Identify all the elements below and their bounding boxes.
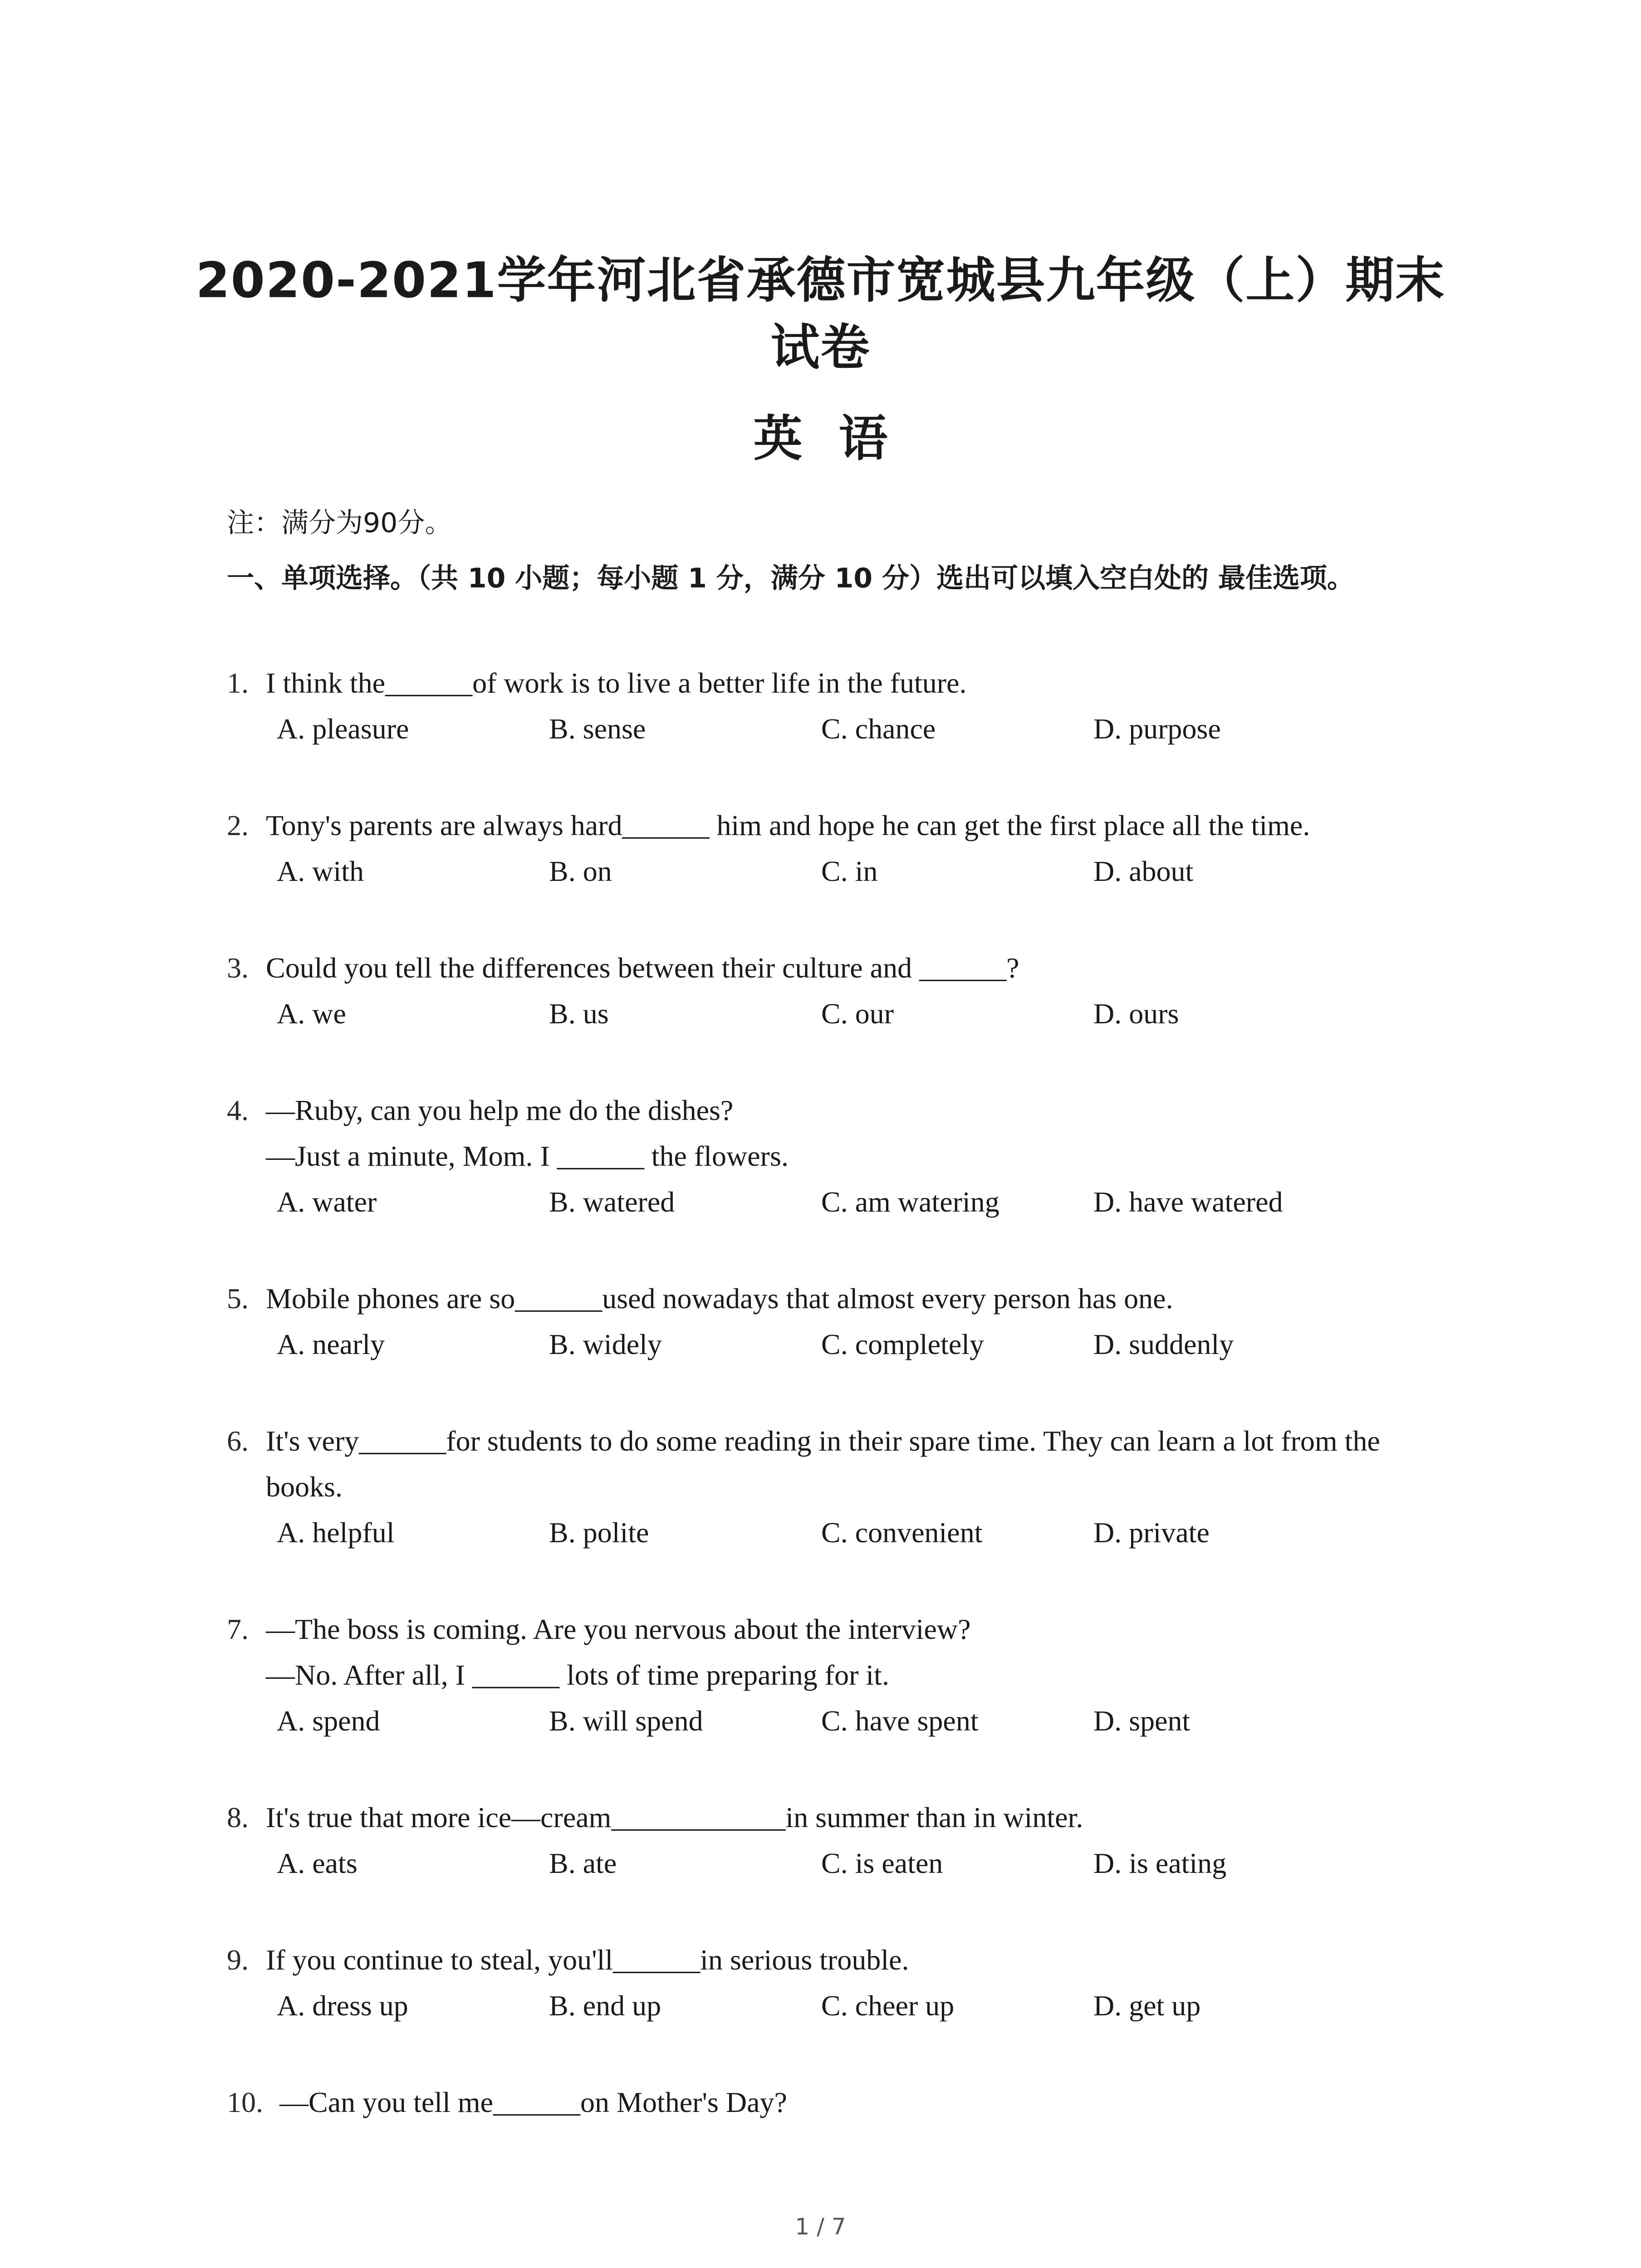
question-8 bbox=[227, 1794, 1461, 1886]
question-number: 7. bbox=[227, 1613, 249, 1645]
question-3 bbox=[227, 945, 1461, 1036]
option-b: B. on bbox=[549, 855, 612, 887]
subject-heading: 英语 bbox=[753, 411, 924, 467]
option-list bbox=[227, 1698, 1461, 1744]
option-a: A. helpful bbox=[277, 1516, 395, 1549]
option-d: D. about bbox=[1093, 855, 1194, 887]
question-number: 4. bbox=[227, 1094, 249, 1126]
option-a: A. eats bbox=[277, 1847, 358, 1879]
option-c: C. in bbox=[821, 855, 878, 887]
option-c: C. completely bbox=[821, 1328, 985, 1360]
option-d: D. purpose bbox=[1093, 713, 1221, 745]
option-b: B. will spend bbox=[549, 1705, 703, 1737]
section-heading: 一、单项选择。（共 10 小题；每小题 1 分，满分 10 分）选出可以填入空白处的 最佳选项。 bbox=[227, 562, 1354, 594]
option-a: A. spend bbox=[277, 1705, 380, 1737]
question-text: Could you tell the differences between their culture and ______? bbox=[266, 952, 1019, 984]
score-note: 注：满分为90分。 bbox=[227, 507, 452, 539]
question-number: 5. bbox=[227, 1282, 249, 1315]
option-b: B. us bbox=[549, 997, 609, 1030]
option-a: A. water bbox=[277, 1186, 377, 1218]
option-d: D. ours bbox=[1093, 997, 1179, 1030]
option-d: D. private bbox=[1093, 1516, 1210, 1549]
option-d: D. is eating bbox=[1093, 1847, 1227, 1879]
question-number: 9. bbox=[227, 1944, 249, 1976]
question-text-continued: books. bbox=[266, 1471, 343, 1503]
option-list bbox=[227, 1840, 1461, 1886]
question-number: 8. bbox=[227, 1801, 249, 1833]
question-number: 1. bbox=[227, 667, 249, 699]
question-list bbox=[227, 660, 1461, 2176]
question-number: 2. bbox=[227, 809, 249, 841]
question-7 bbox=[227, 1606, 1461, 1744]
option-c: C. is eaten bbox=[821, 1847, 943, 1879]
question-text: It's very______for students to do some reading in their spare time. They can learn a lot from the bbox=[266, 1425, 1380, 1457]
option-b: B. watered bbox=[549, 1186, 675, 1218]
option-b: B. end up bbox=[549, 1989, 661, 2022]
option-a: A. pleasure bbox=[277, 713, 409, 745]
question-text-continued: —No. After all, I ______ lots of time preparing for it. bbox=[266, 1659, 889, 1691]
option-b: B. widely bbox=[549, 1328, 662, 1360]
option-list bbox=[227, 848, 1461, 894]
option-c: C. chance bbox=[821, 713, 936, 745]
question-text: Mobile phones are so______used nowadays that almost every person has one. bbox=[266, 1282, 1173, 1315]
question-number: 6. bbox=[227, 1425, 249, 1457]
option-c: C. our bbox=[821, 997, 894, 1030]
question-text-continued: —Just a minute, Mom. I ______ the flowers. bbox=[266, 1140, 789, 1172]
option-list bbox=[227, 706, 1461, 752]
option-a: A. dress up bbox=[277, 1989, 408, 2022]
option-d: D. spent bbox=[1093, 1705, 1190, 1737]
option-a: A. we bbox=[277, 997, 346, 1030]
question-text: Tony's parents are always hard______ him and hope he can get the first place all the time. bbox=[266, 809, 1310, 841]
question-10 bbox=[227, 2079, 1461, 2125]
question-5 bbox=[227, 1276, 1461, 1367]
option-a: A. with bbox=[277, 855, 364, 887]
question-6 bbox=[227, 1418, 1461, 1555]
option-b: B. polite bbox=[549, 1516, 649, 1549]
option-d: D. get up bbox=[1093, 1989, 1201, 2022]
option-b: B. ate bbox=[549, 1847, 617, 1879]
option-list bbox=[227, 1510, 1461, 1555]
question-number: 3. bbox=[227, 952, 249, 984]
option-d: D. have watered bbox=[1093, 1186, 1283, 1218]
page-number: 1 / 7 bbox=[795, 2214, 846, 2240]
option-c: C. am watering bbox=[821, 1186, 999, 1218]
question-text: —Ruby, can you help me do the dishes? bbox=[266, 1094, 734, 1126]
question-1 bbox=[227, 660, 1461, 752]
option-c: C. convenient bbox=[821, 1516, 983, 1549]
option-a: A. nearly bbox=[277, 1328, 385, 1360]
option-list bbox=[227, 1983, 1461, 2028]
question-4 bbox=[227, 1087, 1461, 1225]
question-text: —The boss is coming. Are you nervous about the interview? bbox=[266, 1613, 971, 1645]
question-number: 10. bbox=[227, 2086, 263, 2118]
exam-title: 2020-2021学年河北省承德市宽城县九年级（上）期末试卷 bbox=[196, 252, 1445, 376]
option-c: C. have spent bbox=[821, 1705, 979, 1737]
option-list bbox=[227, 991, 1461, 1036]
option-b: B. sense bbox=[549, 713, 646, 745]
question-text: I think the______of work is to live a better life in the future. bbox=[266, 667, 967, 699]
question-9 bbox=[227, 1937, 1461, 2028]
option-d: D. suddenly bbox=[1093, 1328, 1234, 1360]
question-2 bbox=[227, 802, 1461, 894]
option-list bbox=[227, 1179, 1461, 1225]
option-list bbox=[227, 1321, 1461, 1367]
question-text: It's true that more ice—cream____________in summer than in winter. bbox=[266, 1801, 1083, 1833]
option-c: C. cheer up bbox=[821, 1989, 955, 2022]
question-text: If you continue to steal, you'll______in serious trouble. bbox=[266, 1944, 909, 1976]
question-text: —Can you tell me______on Mother's Day? bbox=[279, 2086, 787, 2118]
